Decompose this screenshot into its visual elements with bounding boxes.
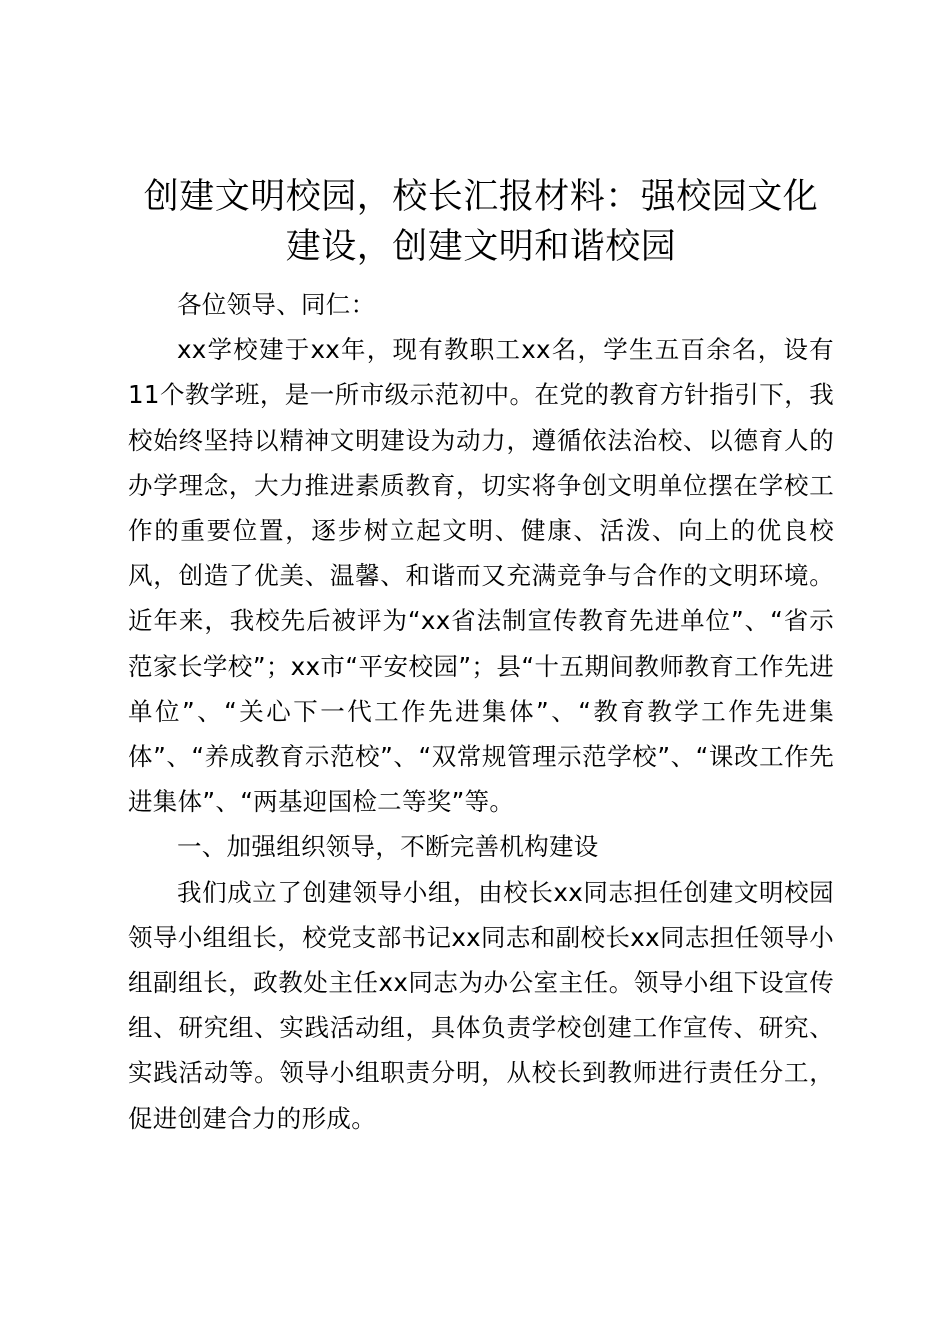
document-title: 创建文明校园，校长汇报材料：强校园文化建设，创建文明和谐校园	[143, 177, 819, 267]
section-heading-1: 一、加强组织领导，不断完善机构建设	[177, 832, 599, 862]
document-page	[128, 172, 834, 1141]
section-paragraph-1: 我们成立了创建领导小组，由校长xx同志担任创建文明校园领导小组组长，校党支部书记xx同志和副校长xx同志担任领导小组副组长，政教处主任xx同志为办公室主任。领导小组下设宣传组、研究组、实践活动组，具体负责学校创建工作宣传、研究、实践活动等。领导小组职责分明，从校长到教师进行责任分工，促进创建合力的形成。	[128, 877, 834, 1133]
intro-paragraph: xx学校建于xx年，现有教职工xx名，学生五百余名，设有11个教学班，是一所市级示范初中。在党的教育方针指引下，我校始终坚持以精神文明建设为动力，遵循依法治校、以德育人的办学理念，大力推进素质教育，切实将争创文明单位摆在学校工作的重要位置，逐步树立起文明、健康、活泼、向上的优良校风，创造了优美、温馨、和谐而又充满竞争与合作的文明环境。近年来，我校先后被评为“xx省法制宣传教育先进单位”、“省示范家长学校”；xx市“平安校园”；县“十五期间教师教育工作先进单位”、“关心下一代工作先进集体”、“教育教学工作先进集体”、“养成教育示范校”、“双常规管理示范学校”、“课改工作先进集体”、“两基迎国检二等奖”等。	[128, 335, 834, 817]
salutation: 各位领导、同仁：	[177, 290, 376, 319]
